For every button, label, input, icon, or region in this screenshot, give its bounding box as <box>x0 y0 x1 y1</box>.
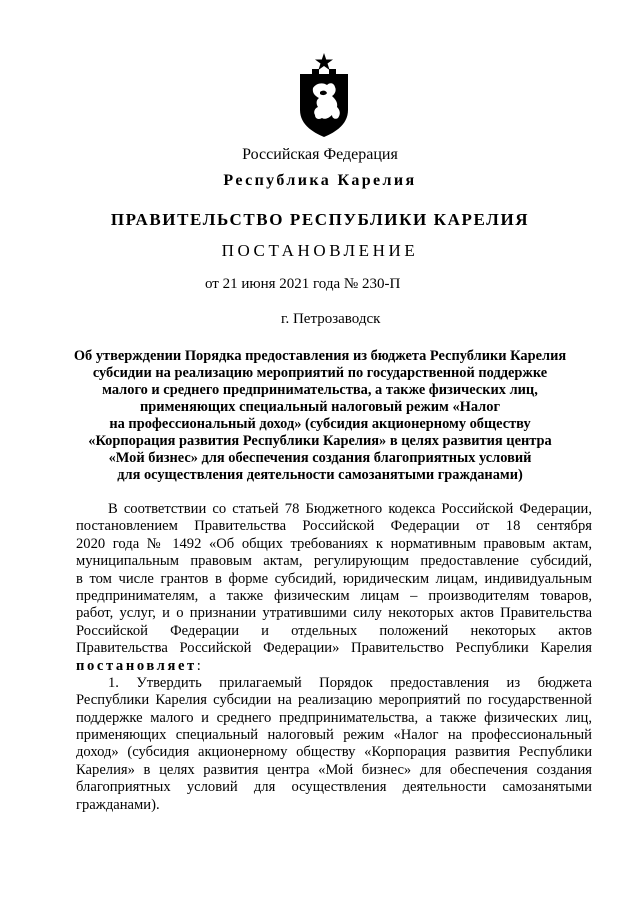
preamble-line: Правительства Российской Федерации» Правительство Республики Карелия <box>76 640 592 657</box>
item-1-line: благоприятных условий для осуществления деятельности самозанятыми <box>76 779 592 796</box>
document-date-number: от 21 июня 2021 года № 230-П <box>205 276 401 292</box>
title-line: для осуществления деятельности самозанятыми гражданами) <box>117 467 523 483</box>
title-line: применяющих специальный налоговый режим «Налог <box>140 399 500 415</box>
preamble-line: постановлением Правительства Российской Федерации от 18 сентября <box>76 518 592 535</box>
preamble-line: предпринимателям, а также физическим лицам – производителям товаров, <box>76 587 592 604</box>
karelia-coat-of-arms-icon <box>296 52 352 138</box>
preamble-line: работ, услуг, и о признании утратившими силу некоторых актов Правительства <box>76 605 592 622</box>
preamble-line: муниципальным правовым актам, регулирующим предоставление субсидий, <box>76 553 592 570</box>
preamble-line: 2020 года № 1492 «Об общих требованиях к нормативным правовым актам, <box>76 535 592 552</box>
preamble-line: в том числе грантов в форме субсидий, юридическим лицам, индивидуальным <box>76 570 592 587</box>
title-line: «Мой бизнес» для обеспечения создания благоприятных условий <box>108 450 532 466</box>
resolves-colon: : <box>196 657 201 674</box>
item-1-line: гражданами). <box>76 796 160 813</box>
title-line: малого и среднего предпринимательства, а также физических лиц, <box>102 382 538 398</box>
republic-name: Республика Карелия <box>223 172 417 189</box>
resolves-word: постановляет <box>76 657 197 674</box>
title-line: на профессиональный доход» (субсидия акционерному обществу <box>109 416 531 432</box>
preamble-line: Российской Федерации и отдельных положений некоторых актов <box>76 622 592 639</box>
document-title <box>70 348 570 484</box>
item-1-line: доход» (субсидия акционерному обществу «Корпорация развития Республики <box>76 744 592 761</box>
document-city: г. Петрозаводск <box>281 311 381 327</box>
item-1-line: Республики Карелия субсидии на реализацию мероприятий по государственной <box>76 692 592 709</box>
title-line: субсидии на реализацию мероприятий по государственной поддержке <box>92 365 548 381</box>
item-1-line: поддержке малого и среднего предпринимательства, а также физических лиц, <box>76 709 592 726</box>
title-line: Об утверждении Порядка предоставления из бюджета Республики Карелия <box>73 348 567 364</box>
item-1-line: Карелия» в целях развития центра «Мой бизнес» для обеспечения создания <box>76 761 592 778</box>
item-1-line: 1. Утвердить прилагаемый Порядок предоставления из бюджета <box>108 674 592 691</box>
item-1-line: применяющих специальный налоговый режим «Налог на профессиональный <box>76 727 592 744</box>
title-line: «Корпорация развития Республики Карелия» в целях развития центра <box>88 433 552 449</box>
resolves-line <box>76 658 592 675</box>
document-type: ПОСТАНОВЛЕНИЕ <box>221 241 419 260</box>
document-body <box>76 501 592 814</box>
government-name: ПРАВИТЕЛЬСТВО РЕСПУБЛИКИ КАРЕЛИЯ <box>110 210 530 229</box>
preamble-line: В соответствии со статьей 78 Бюджетного кодекса Российской Федерации, <box>108 501 592 517</box>
country-name: Российская Федерация <box>242 146 398 163</box>
